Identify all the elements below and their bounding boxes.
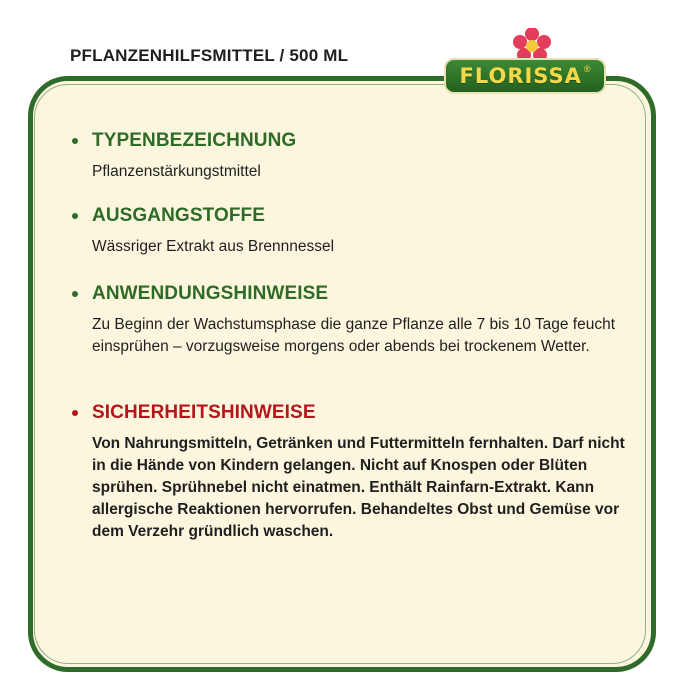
- florissa-logo: [440, 28, 608, 100]
- section-text: Wässriger Extrakt aus Brennnessel: [92, 238, 335, 255]
- warning-bullet-icon: [72, 410, 78, 416]
- section-typenbezeichnung: [72, 130, 652, 183]
- section-heading: SICHERHEITSHINWEISE: [92, 402, 316, 423]
- section-text: Zu Beginn der Wachstumsphase die ganze Pflanze alle 7 bis 10 Tage feucht einsprühen – vorzugsweise morgens oder abends bei trockenem Wetter.: [92, 316, 616, 355]
- section-heading: AUSGANGSTOFFE: [92, 205, 266, 226]
- section-anwendungshinweise: [72, 283, 652, 358]
- registered-mark: ®: [583, 64, 591, 74]
- bullet-icon: [72, 291, 78, 297]
- section-heading: TYPENBEZEICHNUNG: [92, 130, 297, 151]
- section-sicherheitshinweise: [72, 402, 652, 543]
- section-ausgangstoffe: [72, 205, 652, 258]
- logo-text: FLORISSA: [459, 64, 582, 88]
- page-title: PFLANZENHILFSMITTEL / 500 ML: [70, 46, 349, 65]
- bullet-icon: [72, 138, 78, 144]
- bullet-icon: [72, 213, 78, 219]
- section-text: Pflanzenstärkungstmittel: [92, 163, 261, 180]
- section-text: Von Nahrungsmitteln, Getränken und Futtermitteln fernhalten. Darf nicht in die Hände von Kindern gelangen. Nicht auf Knospen oder Blüten sprühen. Sprühnebel nicht einatmen. Enthält Rainfarn-Extrakt. Kann allergische Reaktionen hervorrufen. Behandeltes Obst und Gemüse vor dem Verzehr gründlich waschen.: [92, 435, 625, 540]
- logo-badge: [444, 58, 606, 94]
- section-heading: ANWENDUNGSHINWEISE: [92, 283, 329, 304]
